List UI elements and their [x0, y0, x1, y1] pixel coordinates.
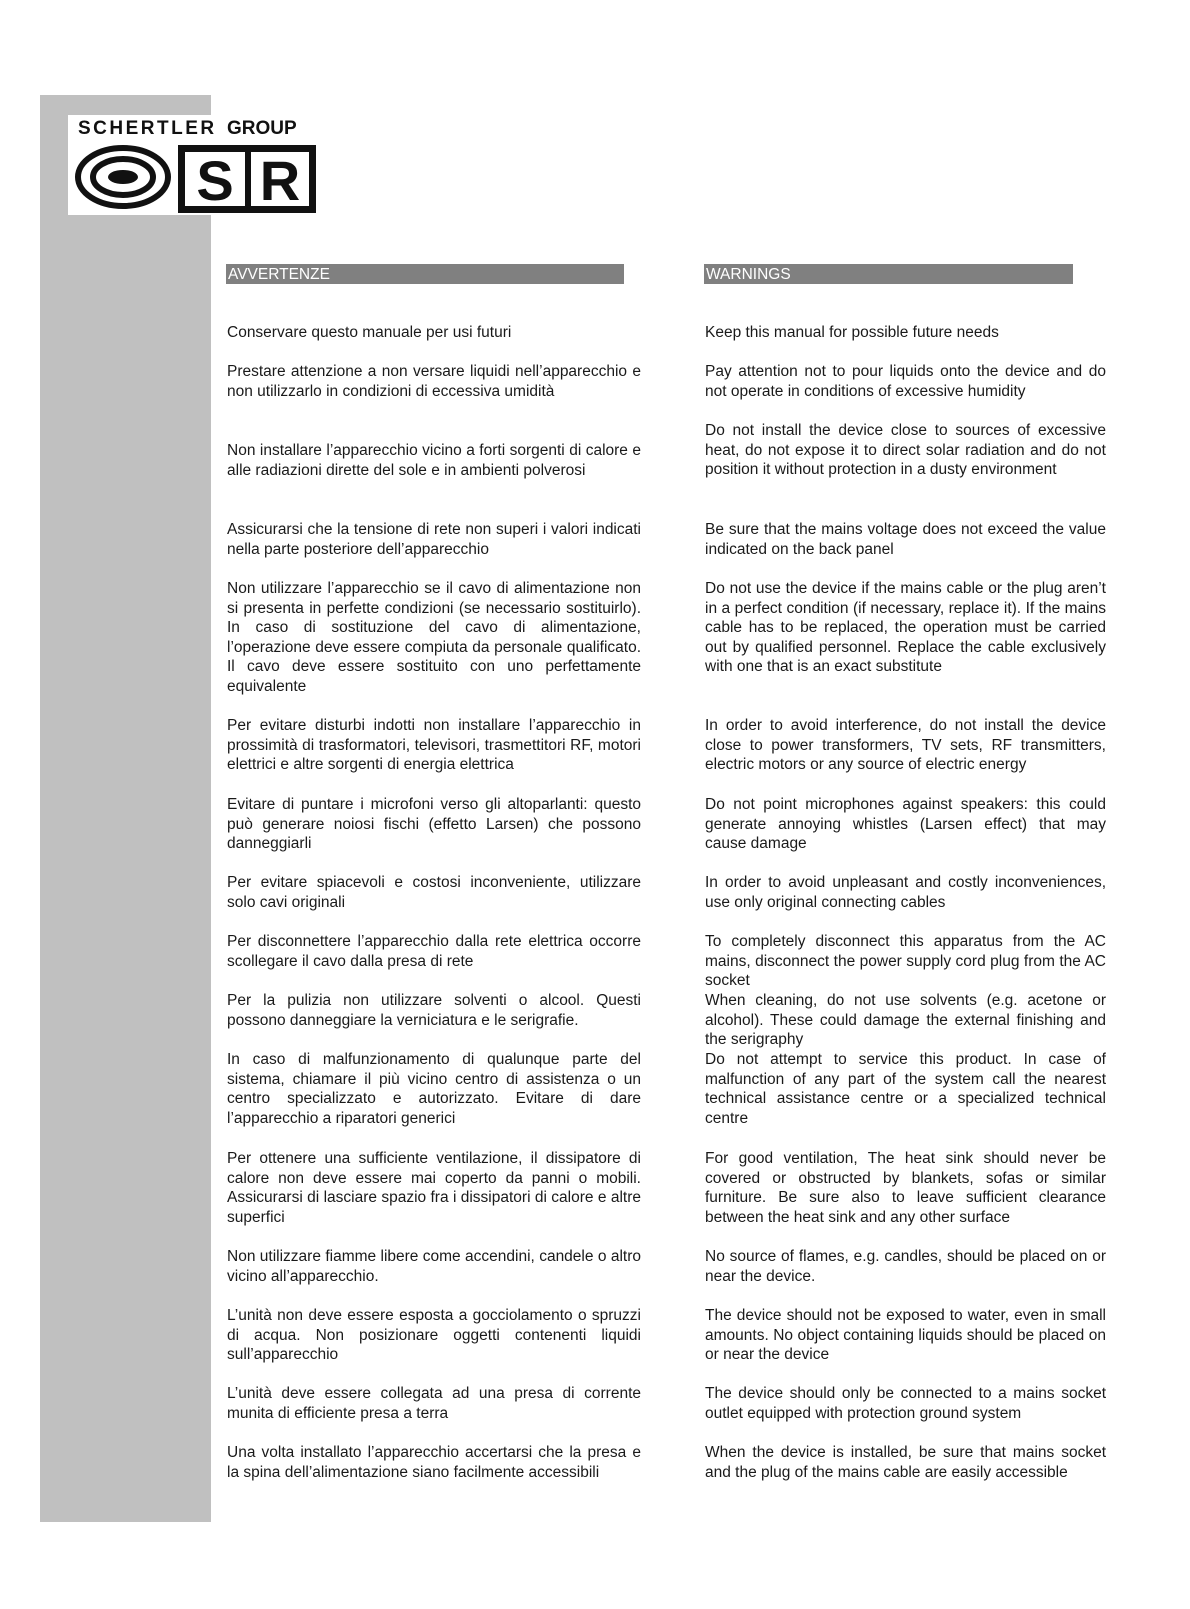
- schertler-logo: [68, 115, 318, 215]
- warning-paragraph-en: Keep this manual for possible future needs: [705, 324, 999, 341]
- warning-paragraph-en: Do not point microphones against speakers: this could generate annoying whistles (Larsen effect) that may cause damage: [705, 796, 1106, 853]
- warning-paragraph-en: No source of flames, e.g. candles, should be placed on or near the device.: [705, 1248, 1106, 1285]
- warning-paragraph-it: Per evitare spiacevoli e costosi inconveniente, utilizzare solo cavi originali: [227, 874, 641, 911]
- warning-paragraph-en: Do not install the device close to sources of excessive heat, do not expose it to direct solar radiation and do not position it without protection in a dusty environment: [705, 422, 1106, 479]
- logo-graphic: [68, 115, 318, 215]
- warning-paragraph-en: In order to avoid unpleasant and costly inconveniences, use only original connecting cables: [705, 874, 1106, 911]
- warning-paragraph-it: Non utilizzare fiamme libere come accendini, candele o altro vicino all’apparecchio.: [227, 1248, 641, 1285]
- warning-paragraph-it: Non utilizzare l’apparecchio se il cavo di alimentazione non si presenta in perfette condizioni (se necessario sostituirlo). In caso di sostituzione del cavo di alimentazione, l’operazione deve essere compiuta da personale qualificato. Il cavo deve essere sostituito con uno perfettamente equivalente: [227, 580, 641, 695]
- warning-paragraph-en: For good ventilation, The heat sink should never be covered or obstructed by blankets, sofas or similar furniture. Be sure also to leave sufficient clearance between the heat sink and any other surface: [705, 1150, 1106, 1226]
- warning-paragraph-it: Non installare l’apparecchio vicino a forti sorgenti di calore e alle radiazioni dirette del sole e in ambienti polverosi: [227, 442, 641, 479]
- warning-paragraph-en: Do not use the device if the mains cable or the plug aren’t in a perfect condition (if necessary, replace it). If the mains cable has to be replaced, the operation must be carried out by qualified personnel. Replace the cable exclusively with one that is an exact substitute: [705, 580, 1106, 676]
- warning-paragraph-it: Evitare di puntare i microfoni verso gli altoparlanti: questo può generare noiosi fischi (effetto Larsen) che possono danneggiarli: [227, 796, 641, 853]
- warning-paragraph-it: Per disconnettere l’apparecchio dalla rete elettrica occorre scollegare il cavo dalla presa di rete: [227, 933, 641, 970]
- sidebar-decoration: [40, 95, 211, 1522]
- warning-paragraph-it: Una volta installato l’apparecchio accertarsi che la presa e la spina dell’alimentazione siano facilmente accessibili: [227, 1444, 641, 1481]
- warning-paragraph-it: Per evitare disturbi indotti non installare l’apparecchio in prossimità di trasformatori, televisori, trasmettitori RF, motori elettrici e altre sorgenti di energia elettrica: [227, 717, 641, 774]
- warning-paragraph-it: Per la pulizia non utilizzare solventi o alcool. Questi possono danneggiare la verniciatura e le serigrafie.: [227, 992, 641, 1029]
- warning-paragraph-it: Assicurarsi che la tensione di rete non superi i valori indicati nella parte posteriore dell’apparecchio: [227, 521, 641, 558]
- warning-paragraph-en: Be sure that the mains voltage does not exceed the value indicated on the back panel: [705, 521, 1106, 558]
- svg-text:R: R: [259, 149, 301, 212]
- warning-paragraph-en: When cleaning, do not use solvents (e.g. acetone or alcohol). These could damage the external finishing and the serigraphy: [705, 992, 1106, 1049]
- warning-paragraph-en: In order to avoid interference, do not install the device close to power transformers, TV sets, RF transmitters, electric motors or any source of electric energy: [705, 717, 1106, 774]
- warning-paragraph-it: Prestare attenzione a non versare liquidi nell’apparecchio e non utilizzarlo in condizioni di eccessiva umidità: [227, 363, 641, 400]
- warning-paragraph-en: The device should not be exposed to water, even in small amounts. No object containing liquids should be placed on or near the device: [705, 1307, 1106, 1364]
- svg-text:GROUP: GROUP: [227, 118, 297, 139]
- warning-paragraph-en: When the device is installed, be sure that mains socket and the plug of the mains cable are easily accessible: [705, 1444, 1106, 1481]
- warning-paragraph-en: To completely disconnect this apparatus from the AC mains, disconnect the power supply cord plug from the AC socket: [705, 933, 1106, 990]
- warning-paragraph-it: In caso di malfunzionamento di qualunque parte del sistema, chiamare il più vicino centro di assistenza o un centro specializzato e autorizzato. Evitare di dare l’apparecchio a riparatori generici: [227, 1051, 641, 1127]
- warning-paragraph-en: The device should only be connected to a mains socket outlet equipped with protection ground system: [705, 1385, 1106, 1422]
- section-heading-italian: AVVERTENZE: [226, 264, 624, 284]
- warning-paragraph-it: Conservare questo manuale per usi futuri: [227, 324, 512, 341]
- svg-text:S: S: [196, 149, 234, 212]
- warning-paragraph-it: Per ottenere una sufficiente ventilazione, il dissipatore di calore non deve essere mai coperto da panni o mobili. Assicurarsi di lasciare spazio fra i dissipatori di calore e altre superfici: [227, 1150, 641, 1226]
- warning-paragraph-it: L’unità deve essere collegata ad una presa di corrente munita di efficiente presa a terra: [227, 1385, 641, 1422]
- warning-paragraph-en: Do not attempt to service this product. In case of malfunction of any part of the system call the nearest technical assistance centre or a specialized technical centre: [705, 1051, 1106, 1127]
- svg-text:SCHERTLER: SCHERTLER: [78, 118, 217, 139]
- section-heading-english: WARNINGS: [704, 264, 1073, 284]
- warning-paragraph-en: Pay attention not to pour liquids onto the device and do not operate in conditions of excessive humidity: [705, 363, 1106, 400]
- warning-paragraph-it: L’unità non deve essere esposta a gocciolamento o spruzzi di acqua. Non posizionare oggetti contenenti liquidi sull’apparecchio: [227, 1307, 641, 1364]
